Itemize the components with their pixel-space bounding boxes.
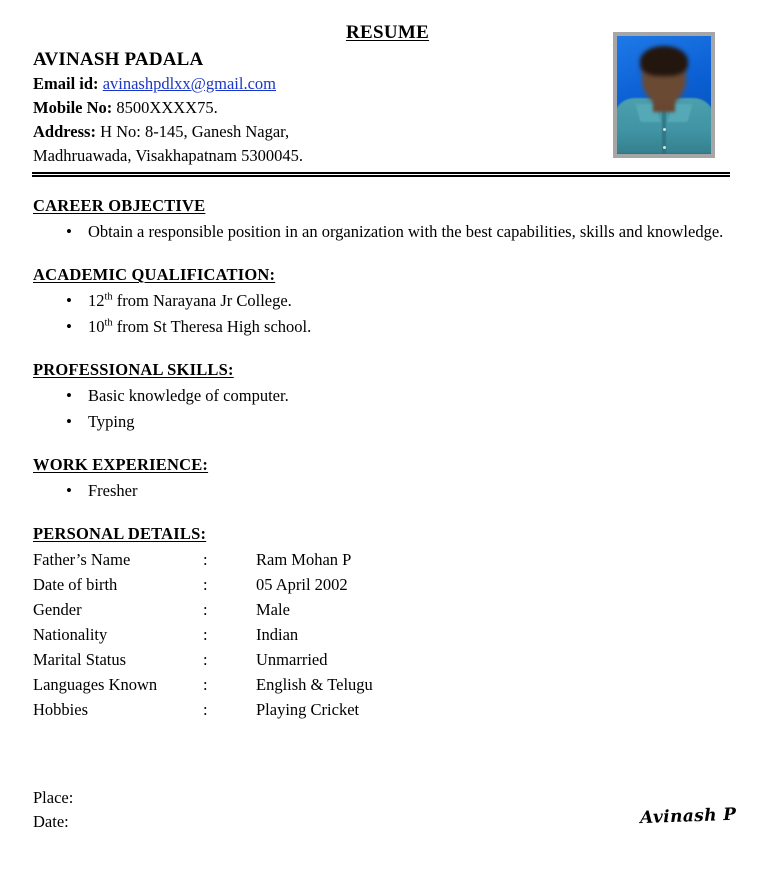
photo-shirt-placket <box>662 110 666 156</box>
table-row <box>33 672 373 697</box>
section-academic-qualification <box>33 265 733 340</box>
personal-details-table <box>33 547 373 722</box>
email-line <box>33 72 593 96</box>
academic-qualification-heading: ACADEMIC QUALIFICATION: <box>33 265 276 284</box>
detail-colon: : <box>203 625 208 644</box>
date-label: Date: <box>33 812 69 831</box>
mobile-label: Mobile No: <box>33 98 113 117</box>
resume-body <box>33 196 733 742</box>
detail-value: Male <box>256 600 290 619</box>
section-heading <box>33 524 733 544</box>
detail-colon: : <box>203 550 208 569</box>
address-line-1 <box>33 120 593 144</box>
detail-value: Indian <box>256 625 299 644</box>
professional-skills-heading: PROFESSIONAL SKILLS: <box>33 360 234 379</box>
candidate-photo <box>613 32 715 158</box>
place-label: Place: <box>33 788 74 807</box>
detail-value: English & Telugu <box>256 675 373 694</box>
table-row <box>33 597 373 622</box>
section-career-objective <box>33 196 733 245</box>
detail-value: Ram Mohan P <box>256 550 352 569</box>
detail-value: 05 April 2002 <box>256 575 348 594</box>
grade-number: 12 <box>88 291 105 310</box>
section-heading <box>33 196 733 216</box>
detail-key: Gender <box>33 600 82 619</box>
table-row <box>33 697 373 722</box>
professional-skills-list <box>33 383 733 435</box>
mobile-value: 8500XXXX75. <box>116 98 218 117</box>
table-row <box>33 622 373 647</box>
section-heading <box>33 265 733 285</box>
detail-colon: : <box>203 700 208 719</box>
detail-colon: : <box>203 650 208 669</box>
detail-value: Unmarried <box>256 650 328 669</box>
table-row <box>33 547 373 572</box>
candidate-name: AVINASH PADALA <box>33 49 204 70</box>
detail-key: Father’s Name <box>33 550 131 569</box>
photo-hair <box>640 46 688 76</box>
career-objective-heading: CAREER OBJECTIVE <box>33 196 206 215</box>
section-personal-details <box>33 524 733 722</box>
table-row <box>33 572 373 597</box>
section-work-experience <box>33 455 733 504</box>
detail-colon: : <box>203 600 208 619</box>
section-heading <box>33 455 733 475</box>
academic-qualification-list <box>33 288 733 340</box>
address-label: Address: <box>33 122 96 141</box>
list-item: • Obtain a responsible position in an organization with the best capabilities, skills and knowledge. <box>33 219 733 245</box>
detail-colon: : <box>203 675 208 694</box>
detail-key: Date of birth <box>33 575 118 594</box>
detail-key: Languages Known <box>33 675 158 694</box>
email-label: Email id: <box>33 74 99 93</box>
detail-key: Hobbies <box>33 700 88 719</box>
work-experience-list <box>33 478 733 504</box>
page-title-text: RESUME <box>345 22 430 43</box>
header-divider <box>32 172 730 177</box>
career-objective-list <box>33 219 733 245</box>
signature: Avinash P <box>639 804 737 829</box>
photo-shirt-button <box>663 128 666 131</box>
grade-suffix: th <box>104 317 113 329</box>
list-item: • Basic knowledge of computer. <box>33 383 733 409</box>
grade-number: 10 <box>88 317 105 336</box>
header-block <box>33 48 593 168</box>
detail-key: Marital Status <box>33 650 127 669</box>
table-row <box>33 647 373 672</box>
personal-details-heading: PERSONAL DETAILS: <box>33 524 207 543</box>
detail-value: Playing Cricket <box>256 700 360 719</box>
list-item <box>33 314 733 340</box>
footer-left <box>33 786 73 834</box>
list-item <box>33 288 733 314</box>
mobile-line <box>33 96 593 120</box>
photo-shirt-button <box>663 146 666 149</box>
grade-suffix: th <box>104 291 113 303</box>
work-experience-heading: WORK EXPERIENCE: <box>33 455 209 474</box>
section-professional-skills <box>33 360 733 435</box>
detail-key: Nationality <box>33 625 108 644</box>
list-item: • Typing <box>33 409 733 435</box>
institution-name: from St Theresa High school. <box>112 317 312 336</box>
email-link[interactable]: avinashpdlxx@gmail.com <box>102 74 276 93</box>
address-line-2: Madhruawada, Visakhapatnam 5300045. <box>33 146 303 165</box>
section-heading <box>33 360 733 380</box>
detail-colon: : <box>203 575 208 594</box>
institution-name: from Narayana Jr College. <box>112 291 292 310</box>
address-value-1: H No: 8-145, Ganesh Nagar, <box>100 122 290 141</box>
list-item: • Fresher <box>33 478 733 504</box>
